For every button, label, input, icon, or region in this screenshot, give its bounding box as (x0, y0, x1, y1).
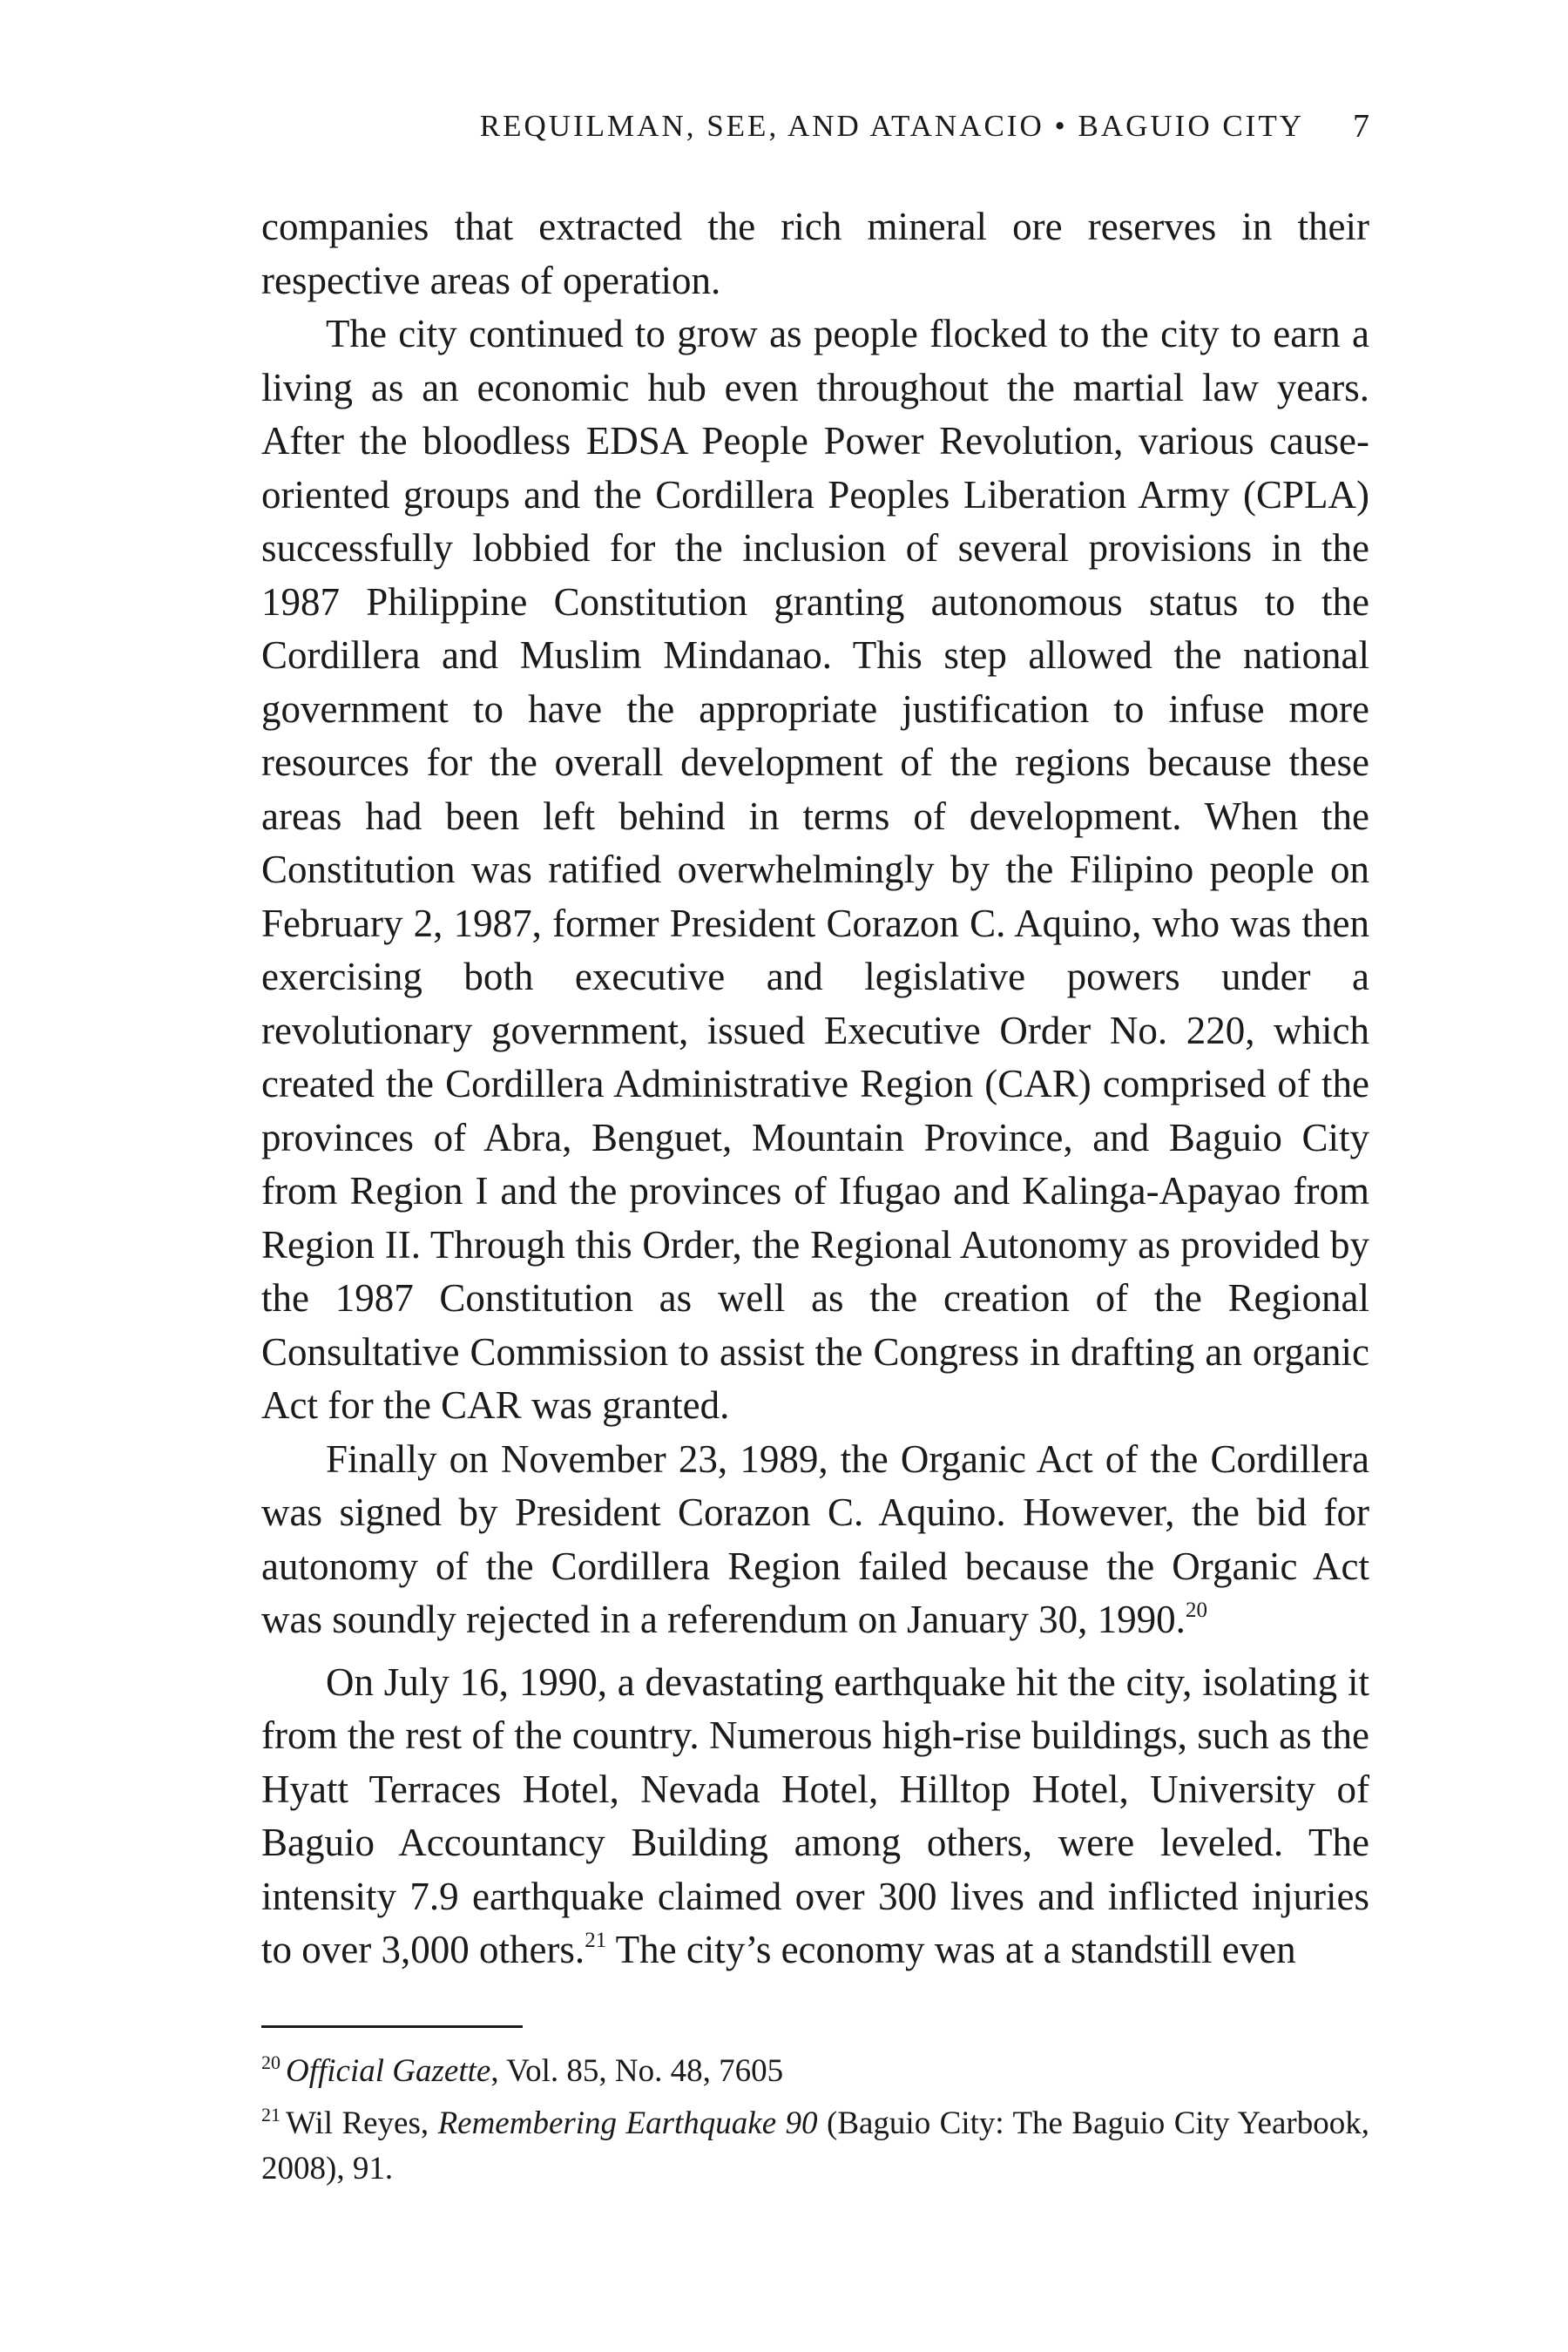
paragraph-3 (261, 1433, 1369, 1647)
footnote-details: , Vol. 85, No. 48, 7605 (490, 2053, 784, 2089)
running-title: REQUILMAN, SEE, AND ATANACIO • BAGUIO CITY (479, 109, 1304, 143)
running-head (261, 105, 1369, 148)
footnote-author: Wil Reyes, (286, 2105, 438, 2141)
paragraph-1: companies that extracted the rich mineral ore reserves in their respective areas of operation. (261, 205, 1369, 302)
page-number: 7 (1353, 108, 1369, 145)
footnote-divider (261, 2025, 523, 2028)
paragraph-4-text-a: On July 16, 1990, a devastating earthquake hit the city, isolating it from the rest of the country. Numerous high-rise buildings, such as the Hyatt Terraces Hotel, Nevada Hotel, Hilltop Hotel, University of Baguio Accountancy Building among others, were leveled. The intensity 7.9 earthquake claimed over 300 lives and inflicted injuries to over 3,000 others. (261, 1659, 1369, 1971)
footnote-details: (Baguio City: The Baguio City Yearbook, 2008), 91. (261, 2105, 1369, 2186)
footnote-ref-20: 20 (1185, 1598, 1207, 1622)
footnote-number: 20 (261, 2051, 280, 2073)
paragraph-4-text-b: The city’s economy was at a standstill even (606, 1928, 1296, 1971)
paragraph-2: The city continued to grow as people flocked to the city to earn a living as an economic hub even throughout the martial law years. After the bloodless EDSA People Power Revolution, various cause-oriented groups and the Cordillera Peoples Liberation Army (CPLA) successfully lobbied for the inclusion of several provisions in the 1987 Philippine Constitution granting autonomous status to the Cordillera and Muslim Mindanao. This step allowed the national government to have the appropriate justification to infuse more resources for the overall development of the regions because these areas had been left behind in terms of development. When the Constitution was ratified overwhelmingly by the Filipino people on February 2, 1987, former President Corazon C. Aquino, who was then exercising both executive and legislative powers under a revolutionary government, issued Executive Order No. 220, which created the Cordillera Administrative Region (CAR) comprised of the provinces of Abra, Benguet, Mountain Province, and Baguio City from Region I and the provinces of Ifugao and Kalinga-Apayao from Region II. Through this Order, the Regional Autonomy as provided by the 1987 Constitution as well as the creation of the Regional Consultative Commission to assist the Congress in drafting an organic Act for the CAR was granted. (261, 312, 1369, 1427)
footnote-21 (261, 2101, 1369, 2192)
footnote-title: Remembering Earthquake 90 (437, 2105, 818, 2141)
footnote-title: Official Gazette (286, 2053, 491, 2089)
body-text (261, 200, 1369, 1977)
footnote-20 (261, 2049, 1369, 2094)
paragraph-4 (261, 1656, 1369, 1977)
footnotes (261, 2049, 1369, 2199)
footnote-ref-21: 21 (585, 1929, 607, 1952)
footnote-number: 21 (261, 2104, 280, 2126)
paragraph-3-text: Finally on November 23, 1989, the Organic Act of the Cordillera was signed by President Corazon C. Aquino. However, the bid for autonomy of the Cordillera Region failed because the Organic Act was soundly rejected in a referendum on January 30, 1990. (261, 1436, 1369, 1641)
